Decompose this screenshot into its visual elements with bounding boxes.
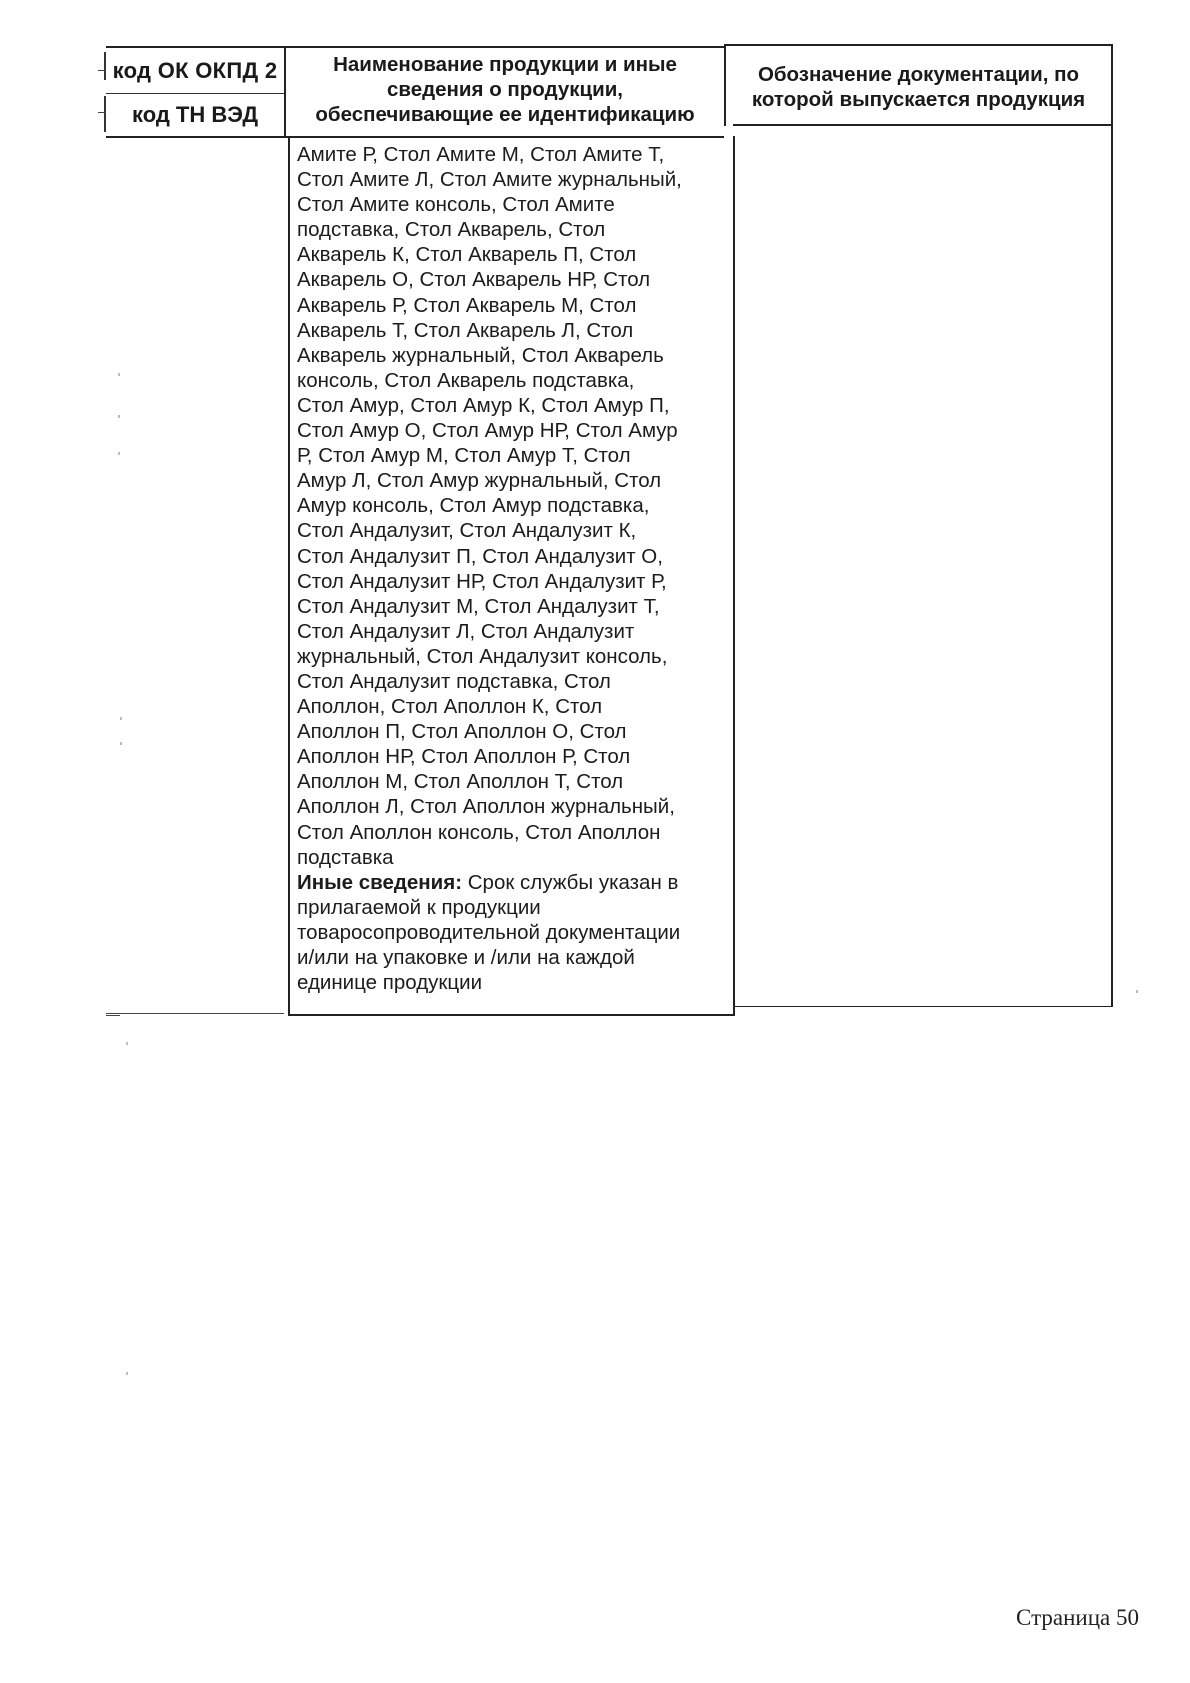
scan-artifact — [120, 717, 122, 720]
page-number: Страница 50 — [1016, 1605, 1139, 1630]
okpd-header: код ОК ОКПД 2 — [106, 46, 284, 94]
scan-edge-tick — [98, 112, 106, 113]
scan-artifact — [120, 742, 122, 745]
product-name-header: Наименование продукции и иные сведения о продукции, обеспечивающие ее идентификацию — [284, 46, 724, 138]
other-info-block — [297, 870, 725, 995]
product-list-text: Амите Р, Стол Амите М, Стол Амите Т, Стол Амите Л, Стол Амите журнальный, Стол Амите консоль, Стол Амите подставка, Стол Акварель, Стол Акварель К, Стол Акварель П, Стол Акварель О, Стол Акварель НР, Стол Акварель Р, Стол Акварель М, Стол Акварель Т, Стол Акварель Л, Стол Акварель журнальный, Стол Акварель консоль, Стол Акварель подставка, Стол Амур, Стол Амур К, Стол Амур П, Стол Амур О, Стол Амур НР, Стол Амур Р, Стол Амур М, Стол Амур Т, Стол Амур Л, Стол Амур журнальный, Стол Амур консоль, Стол Амур подставка, Стол Андалузит, Стол Андалузит К, Стол Андалузит П, Стол Андалузит О, Стол Андалузит НР, Стол Андалузит Р, Стол Андалузит М, Стол Андалузит Т, Стол Андалузит Л, Стол Андалузит журнальный, Стол Андалузит консоль, Стол Андалузит подставка, Стол Аполлон, Стол Аполлон К, Стол Аполлон П, Стол Аполлон О, Стол Аполлон НР, Стол Аполлон Р, Стол Аполлон М, Стол Аполлон Т, Стол Аполлон Л, Стол Аполлон журнальный, Стол Аполлон консоль, Стол Аполлон подставка — [297, 143, 682, 869]
other-info-text: Срок службы указан в прилагаемой к продукции товаросопроводительной документации и/или на упаковке и /или на каждой единице продукции — [297, 870, 681, 995]
scan-edge-tick — [106, 1015, 120, 1016]
product-description-cell — [288, 136, 735, 1016]
documentation-cell — [733, 124, 1113, 1007]
scan-artifact — [118, 415, 120, 418]
scan-artifact — [1136, 990, 1138, 993]
scan-edge-tick — [98, 70, 106, 71]
scan-artifact — [118, 373, 120, 376]
scan-artifact — [118, 452, 120, 455]
scan-artifact — [126, 1042, 128, 1045]
documentation-header: Обозначение документации, по которой выпускается продукция — [724, 44, 1113, 126]
codes-cell — [106, 138, 284, 1014]
scan-artifact — [126, 1372, 128, 1375]
other-info-label: Иные сведения: — [297, 870, 463, 894]
tnved-header: код ТН ВЭД — [106, 94, 284, 138]
